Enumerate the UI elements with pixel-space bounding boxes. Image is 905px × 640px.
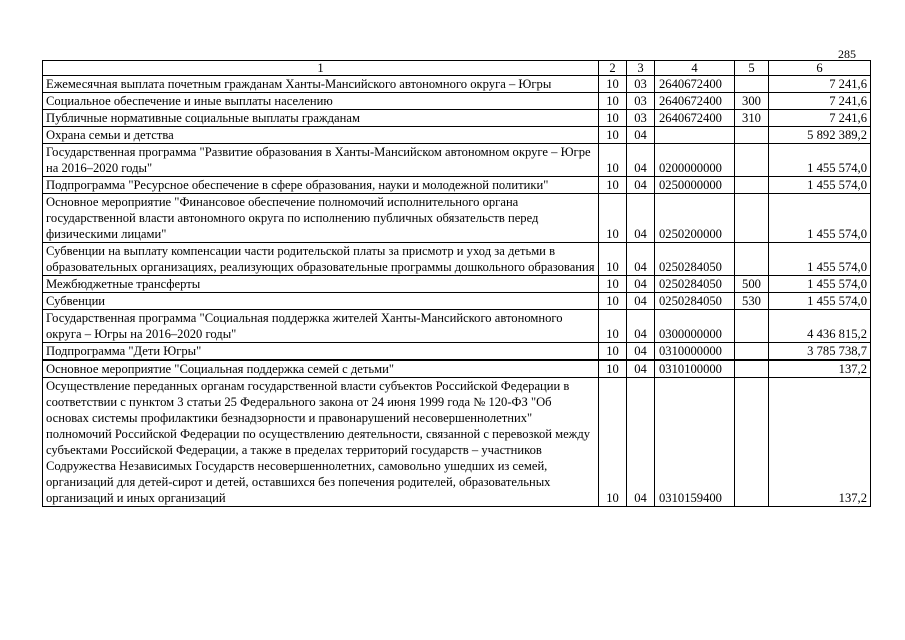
header-col-1: 1 [43,61,599,76]
table-row [43,243,871,276]
row-name-cell: Ежемесячная выплата почетным гражданам Ханты-Мансийского автономного округа – Югры [43,76,599,93]
row-name-cell: Подпрограмма "Ресурсное обеспечение в сфере образования, науки и молодежной политики" [43,177,599,194]
row-target-article-cell: 0250200000 [655,194,735,243]
table-row [43,343,871,361]
row-subsection-cell: 04 [627,144,655,177]
row-subsection-cell: 04 [627,276,655,293]
row-expense-type-cell: 300 [735,93,769,110]
row-name-cell: Государственная программа "Развитие образования в Ханты-Мансийском автономном округе – Югре на 2016–2020 годы" [43,144,599,177]
row-subsection-cell: 04 [627,343,655,361]
row-section-cell: 10 [599,293,627,310]
row-expense-type-cell: 500 [735,276,769,293]
row-expense-type-cell [735,127,769,144]
table-row [43,144,871,177]
row-amount-cell: 5 892 389,2 [769,127,871,144]
row-amount-cell: 137,2 [769,360,871,378]
row-expense-type-cell [735,243,769,276]
row-name-cell: Основное мероприятие "Финансовое обеспечение полномочий исполнительного органа государственной власти автономного округа по исполнению публичных обязательств перед физическими лицами" [43,194,599,243]
row-name-cell: Межбюджетные трансферты [43,276,599,293]
row-subsection-cell: 03 [627,76,655,93]
row-amount-cell: 1 455 574,0 [769,194,871,243]
row-name-cell: Государственная программа "Социальная поддержка жителей Ханты-Мансийского автономного округа – Югры на 2016–2020 годы" [43,310,599,343]
row-subsection-cell: 04 [627,378,655,507]
row-target-article-cell: 0250284050 [655,293,735,310]
table-row [43,110,871,127]
header-col-5: 5 [735,61,769,76]
row-subsection-cell: 04 [627,243,655,276]
table-row [43,276,871,293]
row-target-article-cell [655,127,735,144]
row-section-cell: 10 [599,378,627,507]
row-amount-cell: 7 241,6 [769,93,871,110]
row-name-cell: Субвенции на выплату компенсации части родительской платы за присмотр и уход за детьми в образовательных организациях, реализующих образовательные программы дошкольного образования [43,243,599,276]
row-subsection-cell: 04 [627,360,655,378]
table-body [43,76,871,507]
row-section-cell: 10 [599,243,627,276]
row-amount-cell: 1 455 574,0 [769,177,871,194]
table-row [43,76,871,93]
row-target-article-cell: 0250000000 [655,177,735,194]
row-expense-type-cell [735,343,769,361]
row-target-article-cell: 0200000000 [655,144,735,177]
table-row [43,360,871,378]
row-expense-type-cell: 530 [735,293,769,310]
row-target-article-cell: 0310000000 [655,343,735,361]
row-section-cell: 10 [599,127,627,144]
row-target-article-cell: 0250284050 [655,243,735,276]
row-name-cell: Охрана семьи и детства [43,127,599,144]
row-name-cell: Основное мероприятие "Социальная поддержка семей с детьми" [43,360,599,378]
row-amount-cell: 3 785 738,7 [769,343,871,361]
budget-table [42,60,871,507]
table-row [43,93,871,110]
row-expense-type-cell [735,76,769,93]
row-target-article-cell: 2640672400 [655,93,735,110]
row-amount-cell: 7 241,6 [769,76,871,93]
row-target-article-cell: 0300000000 [655,310,735,343]
row-target-article-cell: 2640672400 [655,76,735,93]
row-expense-type-cell [735,177,769,194]
row-section-cell: 10 [599,194,627,243]
row-expense-type-cell [735,378,769,507]
row-amount-cell: 7 241,6 [769,110,871,127]
row-expense-type-cell: 310 [735,110,769,127]
row-subsection-cell: 04 [627,293,655,310]
row-section-cell: 10 [599,110,627,127]
row-amount-cell: 1 455 574,0 [769,276,871,293]
table-row [43,293,871,310]
row-section-cell: 10 [599,93,627,110]
row-subsection-cell: 04 [627,310,655,343]
header-col-6: 6 [769,61,871,76]
row-name-cell: Социальное обеспечение и иные выплаты населению [43,93,599,110]
row-subsection-cell: 04 [627,194,655,243]
table-row [43,127,871,144]
row-expense-type-cell [735,144,769,177]
row-name-cell: Подпрограмма "Дети Югры" [43,343,599,361]
row-subsection-cell: 04 [627,177,655,194]
row-subsection-cell: 03 [627,93,655,110]
row-section-cell: 10 [599,360,627,378]
row-expense-type-cell [735,360,769,378]
row-section-cell: 10 [599,144,627,177]
header-col-2: 2 [599,61,627,76]
header-row [43,61,871,76]
row-section-cell: 10 [599,310,627,343]
row-target-article-cell: 0250284050 [655,276,735,293]
row-target-article-cell: 0310100000 [655,360,735,378]
table-row [43,177,871,194]
row-amount-cell: 1 455 574,0 [769,144,871,177]
row-subsection-cell: 03 [627,110,655,127]
row-expense-type-cell [735,310,769,343]
row-expense-type-cell [735,194,769,243]
row-name-cell: Субвенции [43,293,599,310]
row-amount-cell: 1 455 574,0 [769,293,871,310]
row-section-cell: 10 [599,276,627,293]
row-name-cell: Публичные нормативные социальные выплаты гражданам [43,110,599,127]
row-amount-cell: 4 436 815,2 [769,310,871,343]
row-subsection-cell: 04 [627,127,655,144]
row-section-cell: 10 [599,76,627,93]
row-amount-cell: 137,2 [769,378,871,507]
row-section-cell: 10 [599,343,627,361]
row-target-article-cell: 0310159400 [655,378,735,507]
table-row [43,310,871,343]
table-row [43,194,871,243]
table-row [43,378,871,507]
header-col-4: 4 [655,61,735,76]
row-name-cell: Осуществление переданных органам государственной власти субъектов Российской Федерации в соответствии с пунктом 3 статьи 25 Федерального закона от 24 июня 1999 года № 120-ФЗ "Об основах системы профилактики безнадзорности и правонарушений несовершеннолетних" полномочий Российской Федерации по осуществлению деятельности, связанной с перевозкой между субъектами Российской Федерации, а также в пределах территорий государств – участников Содружества Независимых Государств несовершеннолетних, самовольно ушедших из семей, организаций для детей-сирот и детей, оставшихся без попечения родителей, образовательных организаций и иных организаций [43,378,599,507]
row-section-cell: 10 [599,177,627,194]
header-col-3: 3 [627,61,655,76]
row-amount-cell: 1 455 574,0 [769,243,871,276]
row-target-article-cell: 2640672400 [655,110,735,127]
page-number: 285 [838,47,856,61]
